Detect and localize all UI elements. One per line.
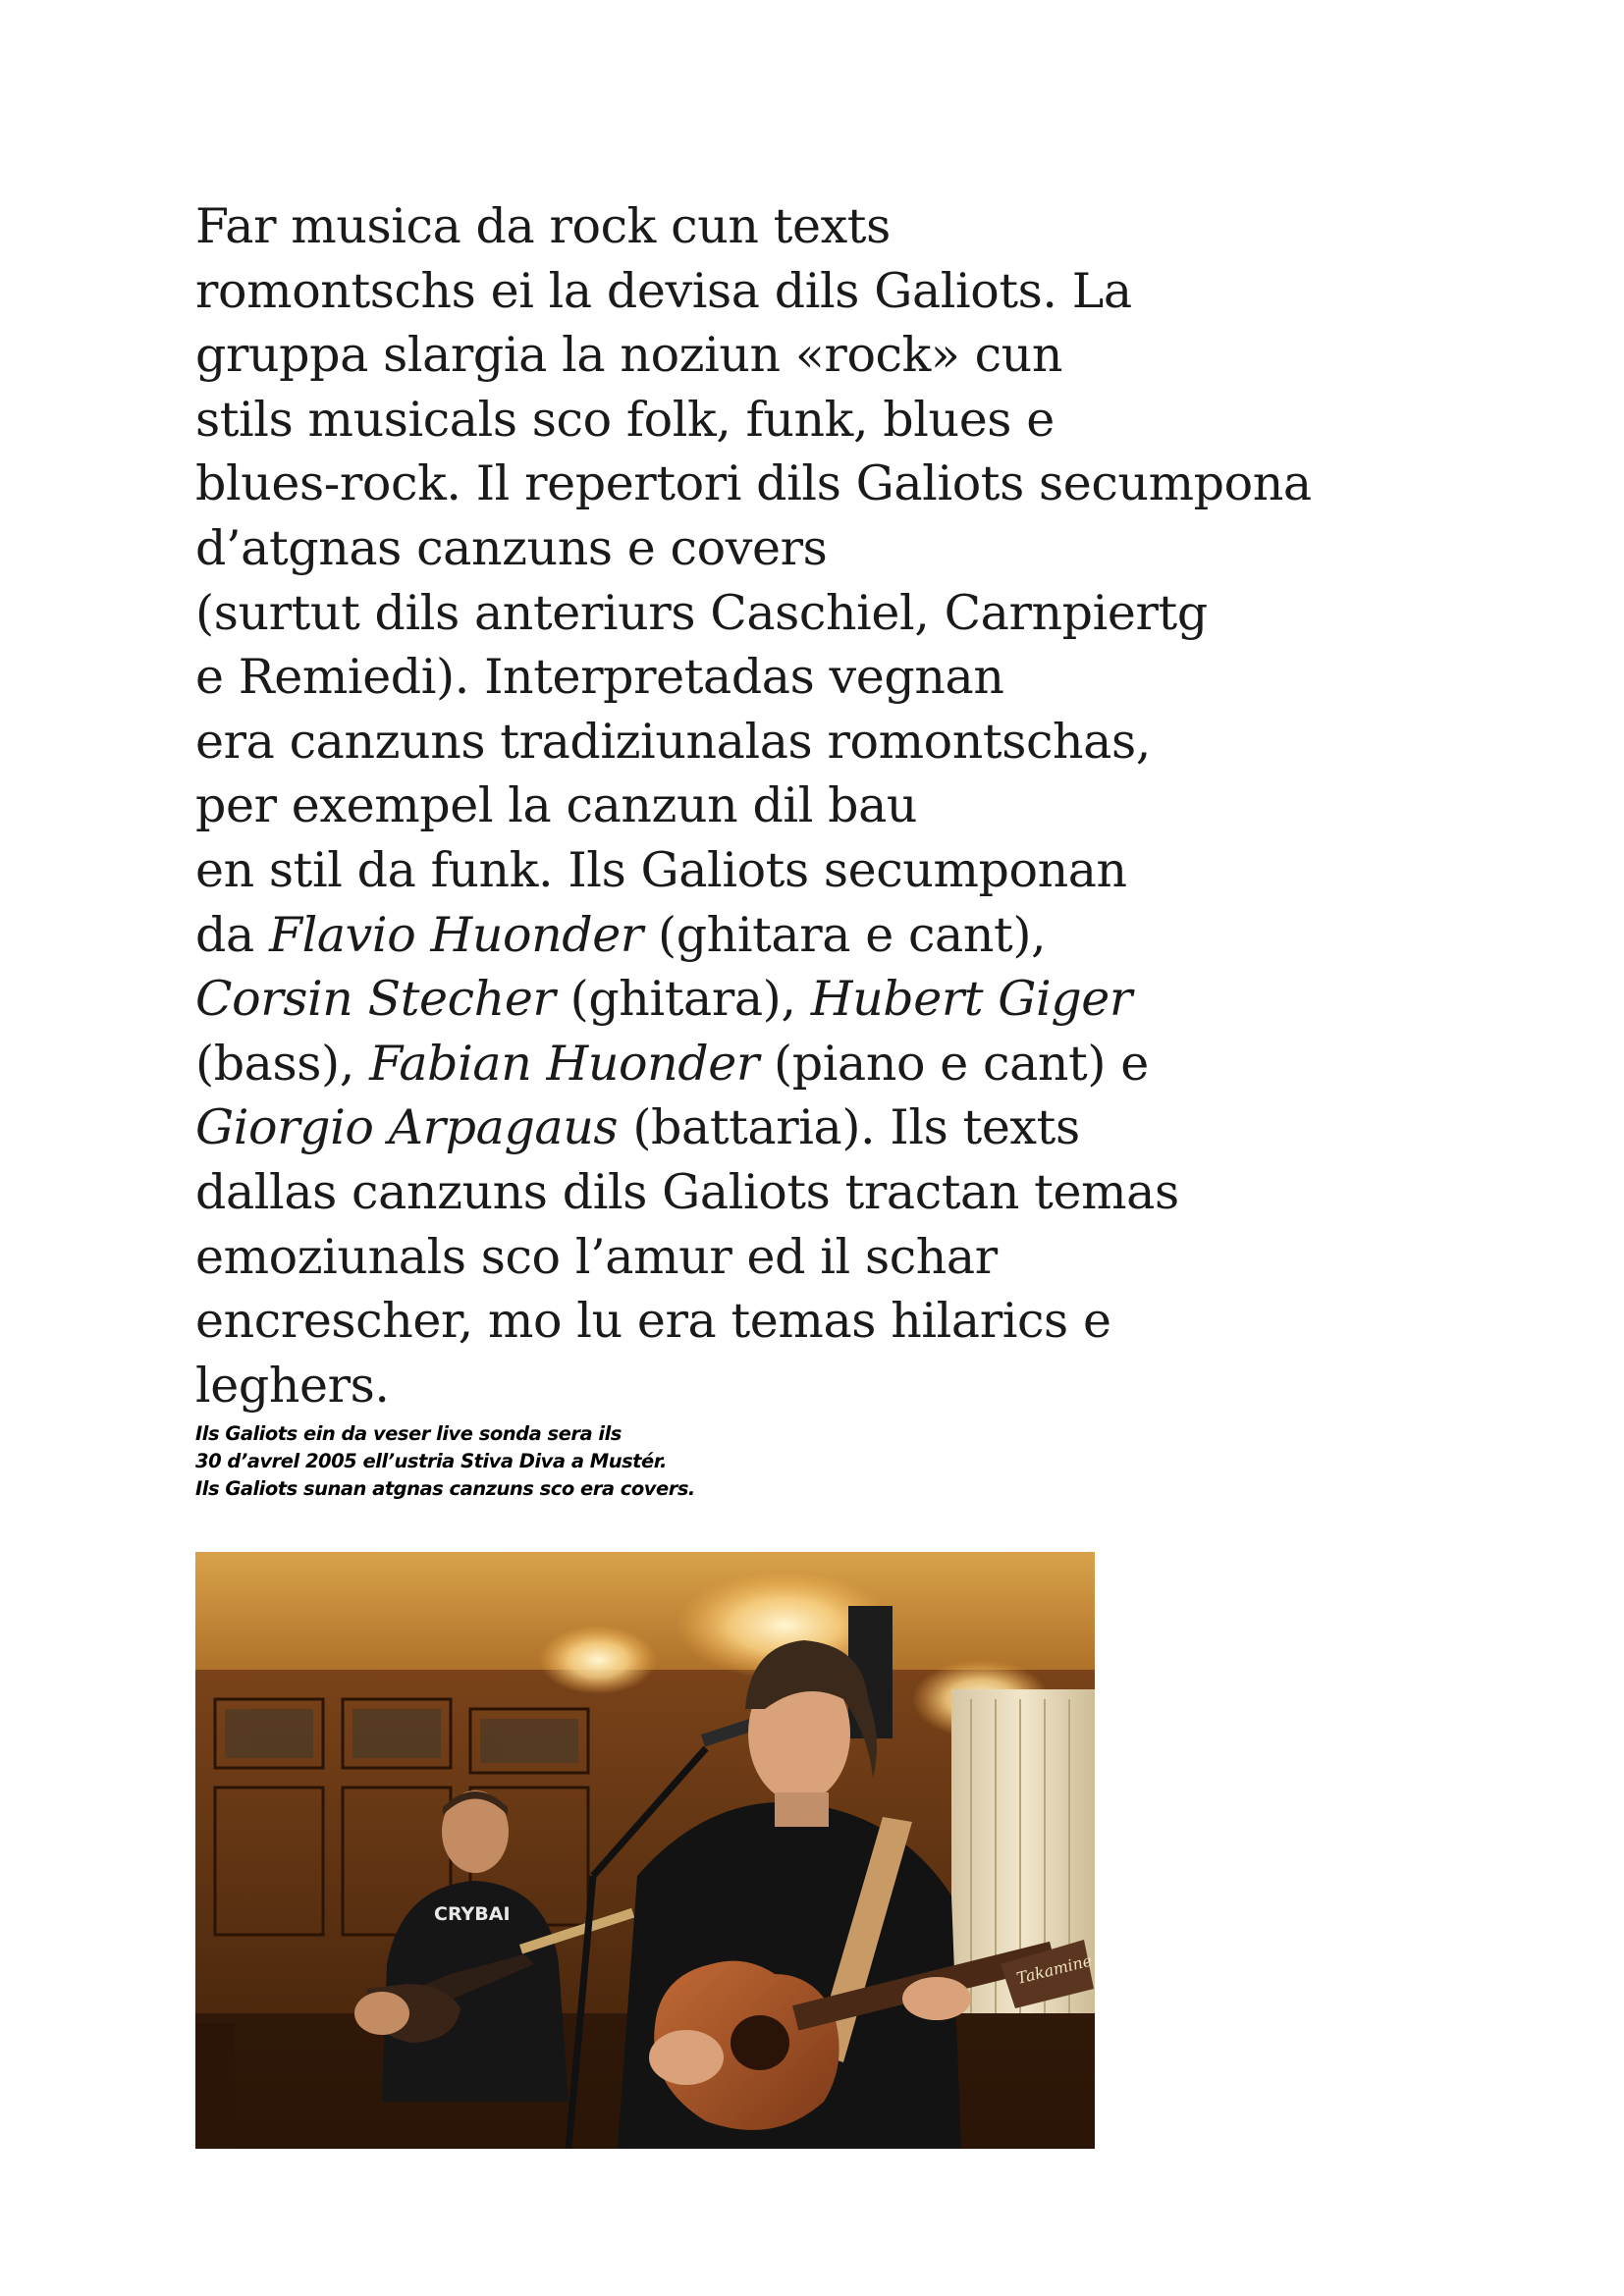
band-photo — [195, 1552, 1095, 2149]
caption-line: Ils Galiots sunan atgnas canzuns sco era covers. — [195, 1477, 695, 1500]
article-text: era canzuns tradiziunalas romontschas, — [195, 713, 1151, 770]
musician-name: Giorgio Arpagaus — [195, 1099, 619, 1156]
caption-line: 30 d’avrel 2005 ell’ustria Stiva Diva a Mustér. — [195, 1450, 667, 1472]
article-text: dallas canzuns dils Galiots tractan temas — [195, 1163, 1179, 1220]
article-line — [195, 323, 1374, 388]
article-text: (surtut dils anteriurs Caschiel, Carnpiertg — [195, 584, 1208, 641]
article-line — [195, 516, 1374, 581]
musician-name: Hubert Giger — [810, 971, 1132, 1028]
article-text: (ghitara e cant), — [642, 906, 1047, 963]
article-text: leghers. — [195, 1357, 390, 1414]
article-line — [195, 1289, 1374, 1354]
photo-caption — [195, 1420, 1079, 1503]
article-text: (bass), — [195, 1035, 370, 1092]
article-line — [195, 1095, 1374, 1160]
article-line — [195, 710, 1374, 774]
article-text: e Remiedi). Interpretadas vegnan — [195, 649, 1004, 706]
article-line — [195, 194, 1374, 259]
article-body — [195, 194, 1374, 1417]
article-text: (battaria). Ils texts — [618, 1099, 1080, 1156]
article-line — [195, 774, 1374, 838]
article-line — [195, 903, 1374, 968]
article-text: per exempel la canzun dil bau — [195, 777, 918, 834]
article-text: da — [195, 906, 269, 963]
caption-line: Ils Galiots ein da veser live sonda sera ils — [195, 1422, 622, 1445]
article-line — [195, 1032, 1374, 1096]
article-text: Far musica da rock cun texts — [195, 198, 891, 254]
article-text: en stil da funk. Ils Galiots secumponan — [195, 841, 1127, 898]
article-line — [195, 1225, 1374, 1290]
article-text: blues-rock. Il repertori dils Galiots secumpona — [195, 455, 1312, 512]
shirt-print: CRYBAI — [434, 1903, 511, 1925]
article-line — [195, 452, 1374, 516]
article-text: (piano e cant) e — [758, 1035, 1149, 1092]
article-line — [195, 1354, 1374, 1418]
article-text: encrescher, mo lu era temas hilarics e — [195, 1293, 1111, 1350]
article-line — [195, 645, 1374, 710]
band-photo-illustration — [195, 1552, 1095, 2149]
article-text: emoziunals sco l’amur ed il schar — [195, 1228, 998, 1285]
article-line — [195, 838, 1374, 903]
article-line — [195, 967, 1374, 1032]
article-text: stils musicals sco folk, funk, blues e — [195, 391, 1055, 448]
article-line — [195, 259, 1374, 324]
article-line — [195, 1160, 1374, 1225]
musician-name: Fabian Huonder — [369, 1035, 759, 1092]
article-text: (ghitara), — [555, 971, 811, 1028]
article-text: gruppa slargia la noziun «rock» cun — [195, 327, 1063, 384]
article-text: d’atgnas canzuns e covers — [195, 519, 828, 576]
guitar-brand: Takamine — [1014, 1950, 1094, 1988]
musician-name: Corsin Stecher — [195, 971, 556, 1028]
stage-pillar — [195, 2023, 235, 2149]
article-line — [195, 388, 1374, 453]
musician-name: Flavio Huonder — [268, 906, 643, 963]
article-text: romontschs ei la devisa dils Galiots. La — [195, 262, 1132, 319]
article-line — [195, 581, 1374, 646]
lamp-glow — [539, 1626, 657, 1694]
